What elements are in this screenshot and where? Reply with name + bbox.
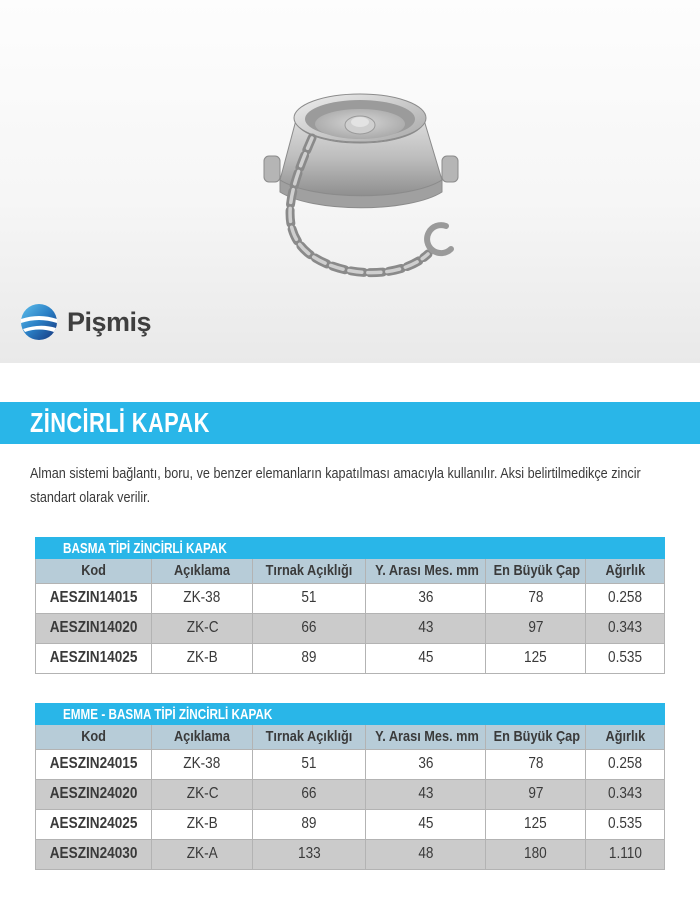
cell: ZK-B bbox=[152, 809, 253, 839]
col-header-aciklama: Açıklama bbox=[152, 559, 253, 583]
pismis-globe-icon bbox=[20, 303, 58, 341]
col-header-kod: Kod bbox=[36, 725, 152, 749]
table-row bbox=[36, 749, 665, 779]
col-header-yarasi: Y. Arası Mes. mm bbox=[366, 559, 486, 583]
cell: ZK-38 bbox=[152, 583, 253, 613]
cell: 133 bbox=[252, 839, 365, 869]
cell: 0.535 bbox=[586, 809, 665, 839]
hero-section bbox=[0, 0, 700, 363]
cell: 78 bbox=[485, 583, 586, 613]
table-row bbox=[36, 643, 665, 673]
col-header-cap: En Büyük Çap bbox=[485, 725, 586, 749]
cell: ZK-38 bbox=[152, 749, 253, 779]
cell: 97 bbox=[485, 613, 586, 643]
cell: 125 bbox=[485, 643, 586, 673]
cell: ZK-A bbox=[152, 839, 253, 869]
table-title-bar bbox=[35, 703, 665, 725]
cell: 43 bbox=[366, 779, 486, 809]
brand-name: Pişmiş bbox=[67, 306, 152, 337]
product-photo-chained-cap bbox=[250, 68, 480, 286]
col-header-aciklama: Açıklama bbox=[152, 725, 253, 749]
table-title: EMME - BASMA TİPİ ZİNCİRLİ KAPAK bbox=[63, 705, 273, 723]
table-row bbox=[36, 613, 665, 643]
section-header-bar bbox=[0, 402, 700, 444]
cell: 0.535 bbox=[586, 643, 665, 673]
col-header-agirlik: Ağırlık bbox=[586, 559, 665, 583]
cell: 43 bbox=[366, 613, 486, 643]
cell: 125 bbox=[485, 809, 586, 839]
table-title: BASMA TİPİ ZİNCİRLİ KAPAK bbox=[63, 539, 227, 557]
brand-logo bbox=[20, 301, 151, 343]
col-header-yarasi: Y. Arası Mes. mm bbox=[366, 725, 486, 749]
cell: 36 bbox=[366, 583, 486, 613]
cell: ZK-C bbox=[152, 613, 253, 643]
cell-kod: AESZIN14020 bbox=[36, 613, 152, 643]
cell: 89 bbox=[252, 809, 365, 839]
table-row bbox=[36, 583, 665, 613]
cell-kod: AESZIN24025 bbox=[36, 809, 152, 839]
header-row bbox=[36, 559, 665, 583]
cell: 45 bbox=[366, 809, 486, 839]
cell: ZK-C bbox=[152, 779, 253, 809]
cell-kod: AESZIN14015 bbox=[36, 583, 152, 613]
cell-kod: AESZIN24030 bbox=[36, 839, 152, 869]
cell: 45 bbox=[366, 643, 486, 673]
cell: ZK-B bbox=[152, 643, 253, 673]
table-title-bar bbox=[35, 537, 665, 559]
cell: 66 bbox=[252, 779, 365, 809]
cell: 89 bbox=[252, 643, 365, 673]
table-row bbox=[36, 839, 665, 869]
cell-kod: AESZIN24015 bbox=[36, 749, 152, 779]
cell: 66 bbox=[252, 613, 365, 643]
col-header-kod: Kod bbox=[36, 559, 152, 583]
cell: 78 bbox=[485, 749, 586, 779]
spec-table bbox=[35, 559, 665, 674]
table-row bbox=[36, 809, 665, 839]
table-row bbox=[36, 779, 665, 809]
col-header-cap: En Büyük Çap bbox=[485, 559, 586, 583]
page-title: ZİNCİRLİ KAPAK bbox=[30, 407, 210, 438]
col-header-agirlik: Ağırlık bbox=[586, 725, 665, 749]
spec-table bbox=[35, 725, 665, 870]
spec-table-basma bbox=[35, 537, 665, 674]
cell-kod: AESZIN24020 bbox=[36, 779, 152, 809]
cell: 0.343 bbox=[586, 613, 665, 643]
cell-kod: AESZIN14025 bbox=[36, 643, 152, 673]
col-header-tirnak: Tırnak Açıklığı bbox=[252, 725, 365, 749]
cell: 51 bbox=[252, 749, 365, 779]
cell: 51 bbox=[252, 583, 365, 613]
cell: 48 bbox=[366, 839, 486, 869]
cell: 97 bbox=[485, 779, 586, 809]
cell: 36 bbox=[366, 749, 486, 779]
cell: 0.343 bbox=[586, 779, 665, 809]
header-row bbox=[36, 725, 665, 749]
cell: 1.110 bbox=[586, 839, 665, 869]
cell: 0.258 bbox=[586, 749, 665, 779]
product-description: Alman sistemi bağlantı, boru, ve benzer elemanların kapatılması amacıyla kullanılır. Aksi belirtilmedikçe zincir standart olarak verilir. bbox=[30, 465, 641, 506]
cell: 180 bbox=[485, 839, 586, 869]
spec-table-emme-basma bbox=[35, 703, 665, 870]
col-header-tirnak: Tırnak Açıklığı bbox=[252, 559, 365, 583]
cell: 0.258 bbox=[586, 583, 665, 613]
